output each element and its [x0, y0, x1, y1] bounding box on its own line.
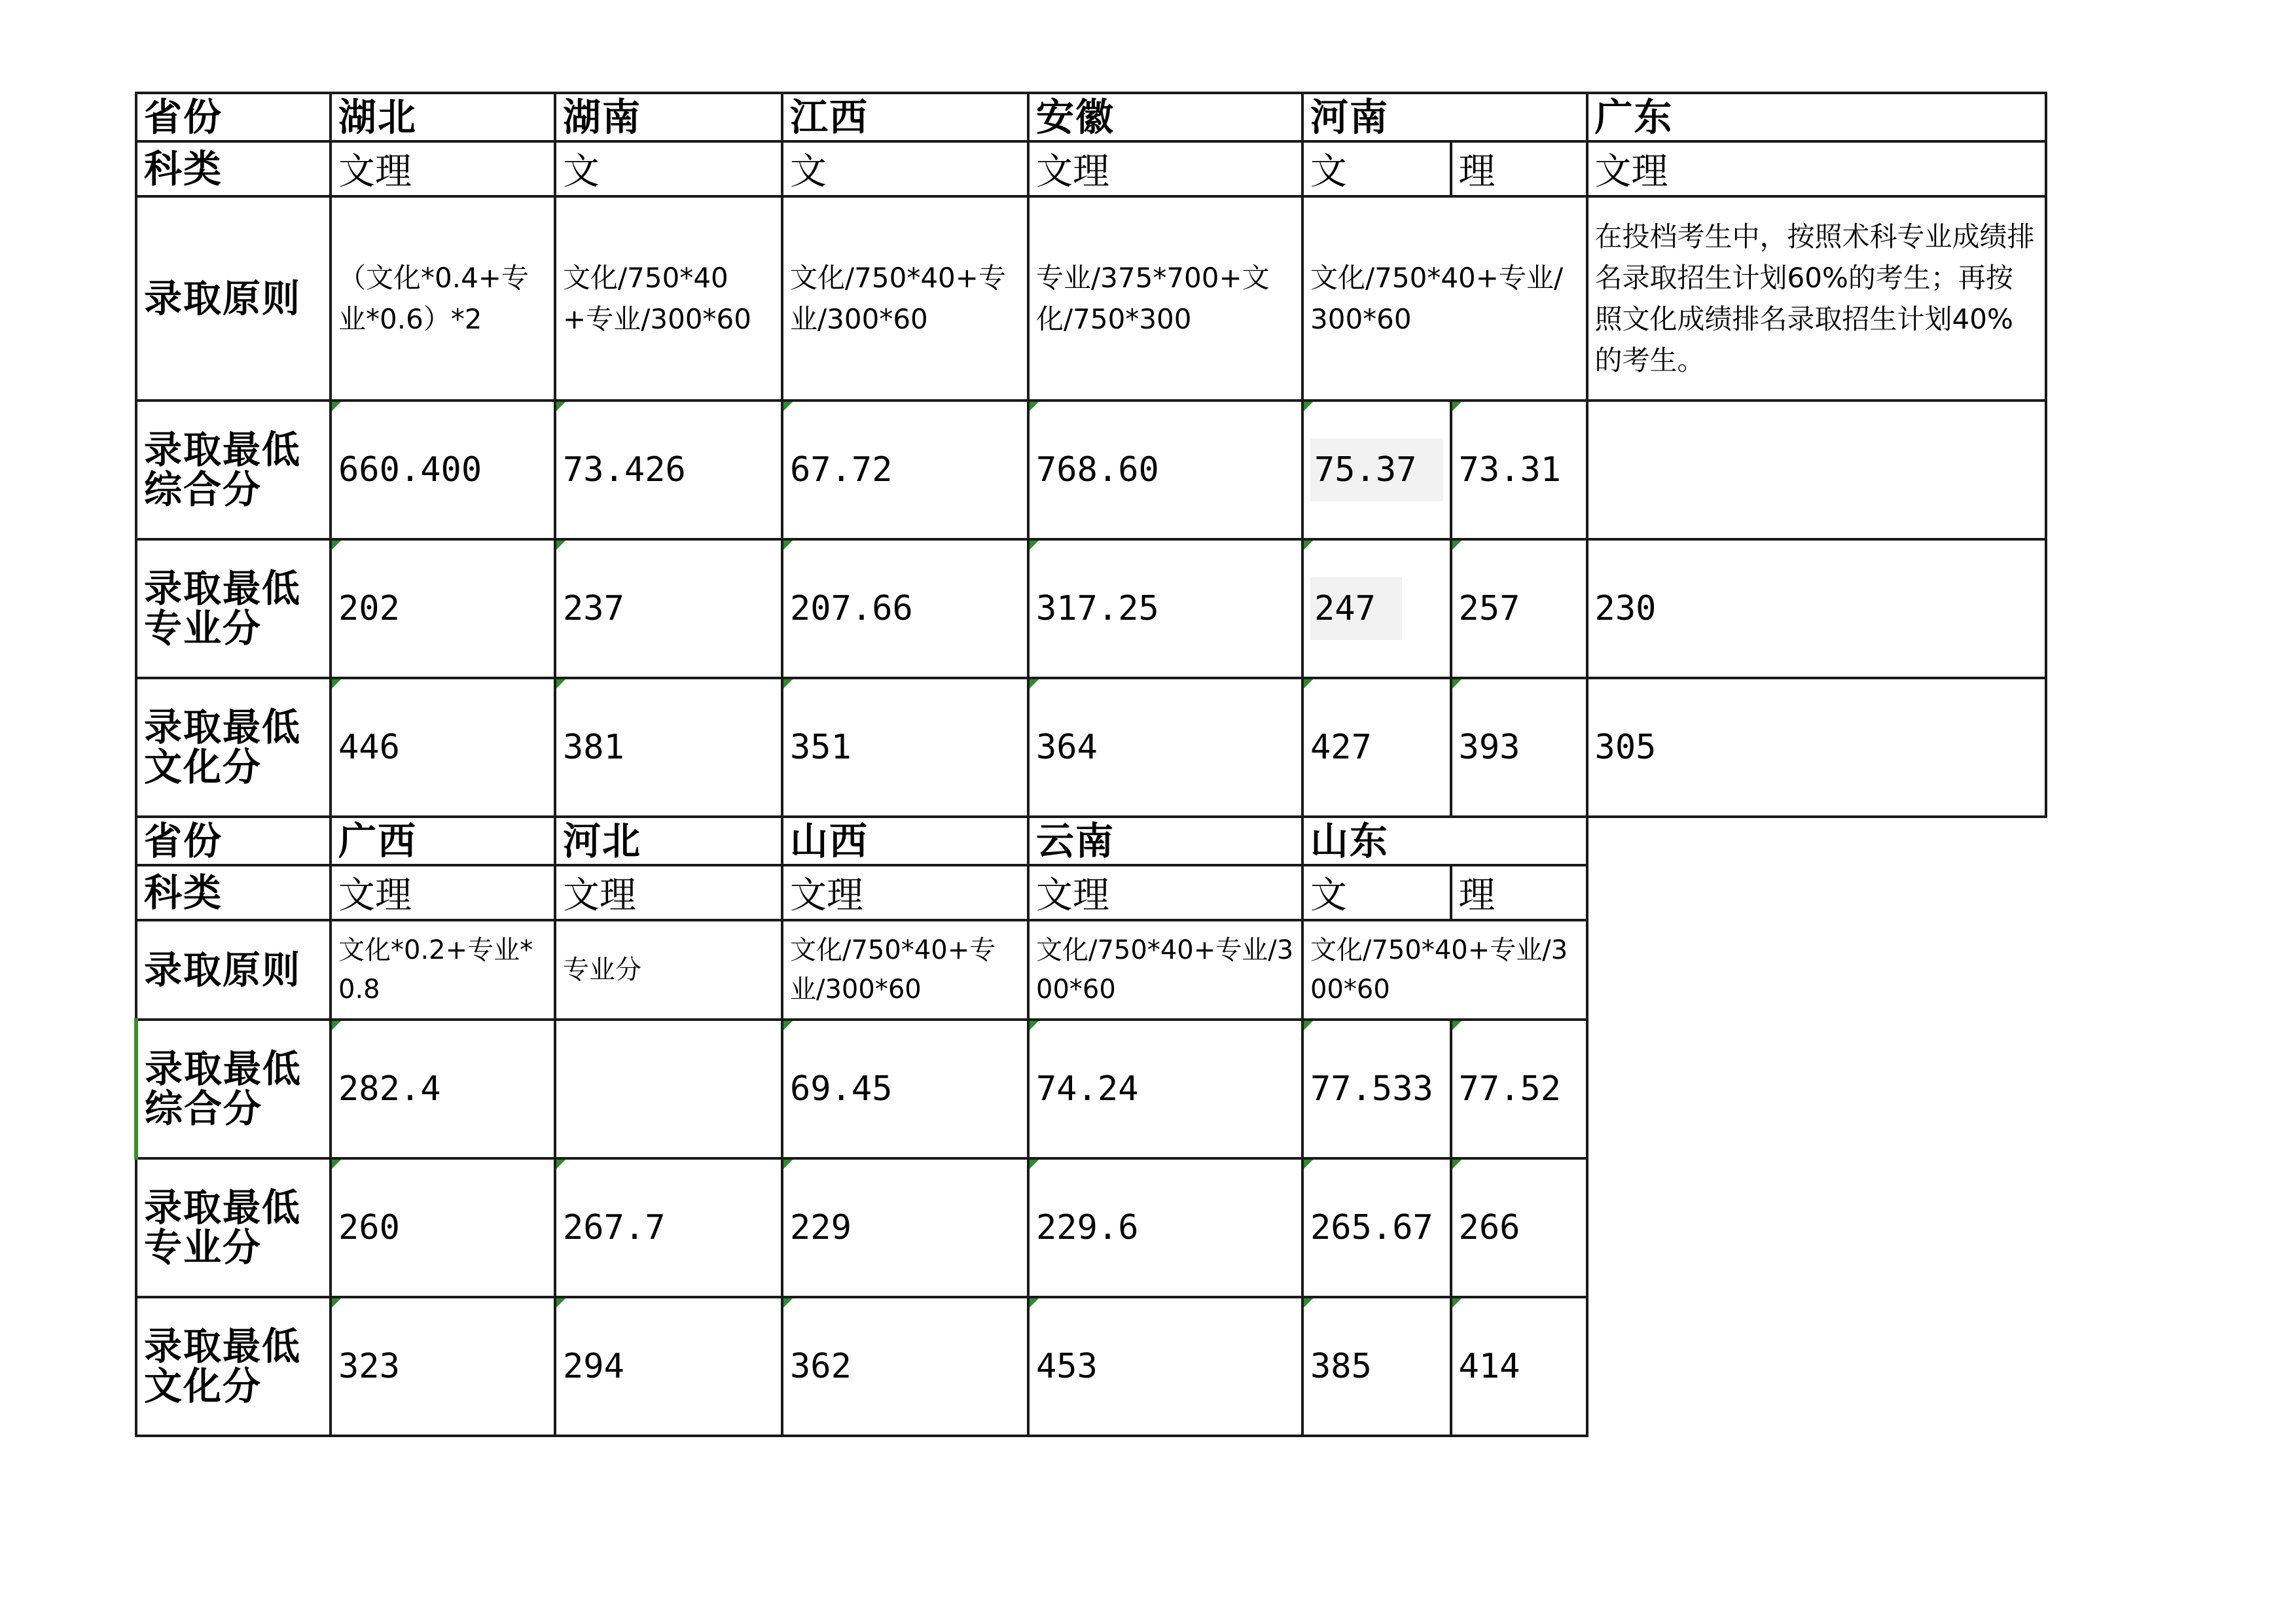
rule-label[interactable]: 录取原则 [136, 196, 331, 401]
table2-province-row [136, 817, 2046, 865]
empty-area [1587, 865, 2046, 920]
category-label[interactable]: 科类 [136, 141, 331, 196]
province-label[interactable]: 省份 [136, 93, 331, 141]
score-cell[interactable] [555, 1020, 782, 1158]
table1-major-row [136, 539, 2046, 678]
score-cell[interactable]: 69.45 [782, 1020, 1028, 1158]
empty-area [1587, 817, 2046, 865]
empty-area [1587, 920, 2046, 1020]
rule-cell[interactable]: 文化/750*40+专业/300*60 [1302, 920, 1587, 1020]
score-cell[interactable]: 282.4 [331, 1020, 555, 1158]
province-hebei[interactable]: 河北 [555, 817, 782, 865]
score-cell[interactable]: 381 [555, 678, 782, 817]
rule-cell[interactable]: 文化/750*40+专业/300*60 [1302, 196, 1587, 401]
score-cell[interactable]: 351 [782, 678, 1028, 817]
category-cell[interactable]: 文 [1302, 865, 1451, 920]
category-cell[interactable]: 文理 [1028, 141, 1302, 196]
category-cell[interactable]: 理 [1451, 141, 1587, 196]
score-cell[interactable]: 305 [1587, 678, 2046, 817]
category-label[interactable]: 科类 [136, 865, 331, 920]
score-cell[interactable]: 364 [1028, 678, 1302, 817]
score-cell[interactable]: 67.72 [782, 401, 1028, 539]
composite-label[interactable]: 录取最低综合分 [136, 1020, 331, 1158]
category-cell[interactable]: 文理 [331, 865, 555, 920]
category-cell[interactable]: 文 [782, 141, 1028, 196]
score-cell[interactable]: 207.66 [782, 539, 1028, 678]
province-jiangxi[interactable]: 江西 [782, 93, 1028, 141]
table2-category-row [136, 865, 2046, 920]
province-henan[interactable]: 河南 [1302, 93, 1587, 141]
table2-rule-row [136, 920, 2046, 1020]
rule-cell[interactable]: 在投档考生中，按照术科专业成绩排名录取招生计划60%的考生；再按照文化成绩排名录取招生计划40%的考生。 [1587, 196, 2046, 401]
score-cell[interactable]: 260 [331, 1158, 555, 1297]
score-cell[interactable] [1587, 401, 2046, 539]
score-cell[interactable]: 414 [1451, 1297, 1587, 1436]
score-cell[interactable]: 73.31 [1451, 401, 1587, 539]
rule-cell[interactable]: 专业/375*700+文化/750*300 [1028, 196, 1302, 401]
empty-area [1587, 1158, 2046, 1297]
score-cell[interactable]: 427 [1302, 678, 1451, 817]
score-cell[interactable]: 385 [1302, 1297, 1451, 1436]
table1-culture-row [136, 678, 2046, 817]
province-yunnan[interactable]: 云南 [1028, 817, 1302, 865]
category-cell[interactable]: 文理 [1587, 141, 2046, 196]
category-cell[interactable]: 文理 [331, 141, 555, 196]
category-cell[interactable]: 文理 [555, 865, 782, 920]
major-label[interactable]: 录取最低专业分 [136, 1158, 331, 1297]
score-cell[interactable]: 237 [555, 539, 782, 678]
rule-cell[interactable]: （文化*0.4+专业*0.6）*2 [331, 196, 555, 401]
score-cell[interactable]: 202 [331, 539, 555, 678]
score-cell[interactable]: 229 [782, 1158, 1028, 1297]
category-cell[interactable]: 文 [1302, 141, 1451, 196]
rule-cell[interactable]: 文化/750*40+专业/300*60 [782, 920, 1028, 1020]
rule-label[interactable]: 录取原则 [136, 920, 331, 1020]
score-cell[interactable]: 323 [331, 1297, 555, 1436]
empty-area [1587, 1297, 2046, 1436]
table1-composite-row [136, 401, 2046, 539]
category-cell[interactable]: 理 [1451, 865, 1587, 920]
province-hunan[interactable]: 湖南 [555, 93, 782, 141]
score-cell[interactable]: 317.25 [1028, 539, 1302, 678]
table2-composite-row [136, 1020, 2046, 1158]
score-cell[interactable]: 453 [1028, 1297, 1302, 1436]
score-cell[interactable]: 77.533 [1302, 1020, 1451, 1158]
culture-label[interactable]: 录取最低文化分 [136, 1297, 331, 1436]
composite-label[interactable]: 录取最低综合分 [136, 401, 331, 539]
score-cell[interactable]: 229.6 [1028, 1158, 1302, 1297]
score-cell[interactable]: 77.52 [1451, 1020, 1587, 1158]
major-label[interactable]: 录取最低专业分 [136, 539, 331, 678]
province-shandong[interactable]: 山东 [1302, 817, 1587, 865]
category-cell[interactable]: 文理 [782, 865, 1028, 920]
score-cell[interactable]: 265.67 [1302, 1158, 1451, 1297]
score-cell[interactable]: 393 [1451, 678, 1587, 817]
rule-cell[interactable]: 文化/750*40+专业/300*60 [782, 196, 1028, 401]
admission-score-sheet [134, 92, 2047, 1437]
province-hubei[interactable]: 湖北 [331, 93, 555, 141]
culture-label[interactable]: 录取最低文化分 [136, 678, 331, 817]
score-cell[interactable]: 768.60 [1028, 401, 1302, 539]
score-cell[interactable]: 230 [1587, 539, 2046, 678]
rule-cell[interactable]: 文化/750*40+专业/300*60 [555, 196, 782, 401]
category-cell[interactable]: 文理 [1028, 865, 1302, 920]
province-anhui[interactable]: 安徽 [1028, 93, 1302, 141]
rule-cell[interactable]: 文化*0.2+专业*0.8 [331, 920, 555, 1020]
score-cell[interactable]: 73.426 [555, 401, 782, 539]
table2-culture-row [136, 1297, 2046, 1436]
empty-area [1587, 1020, 2046, 1158]
rule-cell[interactable]: 专业分 [555, 920, 782, 1020]
score-cell[interactable]: 660.400 [331, 401, 555, 539]
table1-category-row [136, 141, 2046, 196]
score-cell[interactable]: 294 [555, 1297, 782, 1436]
table2-major-row [136, 1158, 2046, 1297]
province-label[interactable]: 省份 [136, 817, 331, 865]
table1-province-row [136, 93, 2046, 141]
score-cell[interactable] [1302, 539, 1451, 678]
province-shanxi[interactable]: 山西 [782, 817, 1028, 865]
province-guangxi[interactable]: 广西 [331, 817, 555, 865]
rule-cell[interactable]: 文化/750*40+专业/300*60 [1028, 920, 1302, 1020]
score-cell[interactable] [1302, 401, 1451, 539]
score-cell[interactable]: 267.7 [555, 1158, 782, 1297]
category-cell[interactable]: 文 [555, 141, 782, 196]
table1-rule-row [136, 196, 2046, 401]
score-cell[interactable]: 74.24 [1028, 1020, 1302, 1158]
score-value: 75.37 [1310, 438, 1443, 501]
score-cell[interactable]: 266 [1451, 1158, 1587, 1297]
province-guangdong[interactable]: 广东 [1587, 93, 2046, 141]
score-cell[interactable]: 362 [782, 1297, 1028, 1436]
score-cell[interactable]: 446 [331, 678, 555, 817]
score-value: 247 [1310, 577, 1402, 640]
score-cell[interactable]: 257 [1451, 539, 1587, 678]
